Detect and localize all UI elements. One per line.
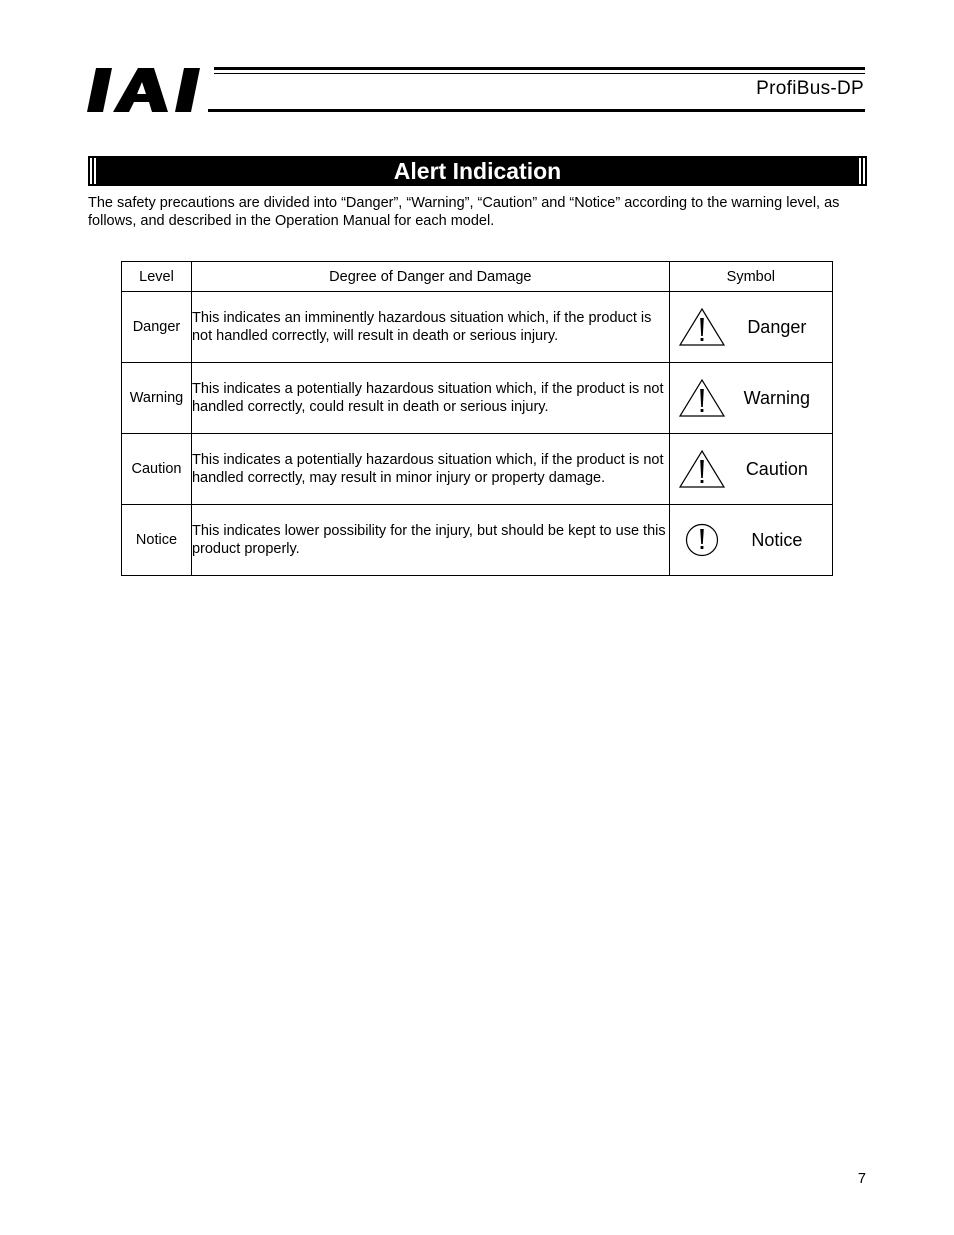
table-row: [122, 505, 833, 576]
table-row: [122, 434, 833, 505]
warning-triangle-icon: [678, 449, 726, 489]
degree-cell: This indicates a potentially hazardous situation which, if the product is not handled correctly, could result in death or serious injury.: [191, 363, 669, 434]
degree-cell: This indicates lower possibility for the injury, but should be kept to use this product properly.: [191, 505, 669, 576]
symbol-cell: [669, 363, 832, 434]
symbol-label: Notice: [751, 529, 803, 550]
header-rule-bottom: [208, 109, 865, 112]
degree-cell: This indicates an imminently hazardous situation which, if the product is not handled correctly, will result in death or serious injury.: [191, 292, 669, 363]
level-cell: Warning: [122, 363, 192, 434]
warning-triangle-icon: [678, 307, 726, 347]
degree-cell: This indicates a potentially hazardous situation which, if the product is not handled correctly, may result in minor injury or property damage.: [191, 434, 669, 505]
intro-paragraph: The safety precautions are divided into “Danger”, “Warning”, “Caution” and “Notice” according to the warning level, as follows, and described in the Operation Manual for each model.: [88, 195, 840, 229]
table-row: [122, 292, 833, 363]
symbol-label: Danger: [747, 316, 807, 337]
table-row: [122, 363, 833, 434]
section-title-bar: [88, 156, 867, 186]
level-cell: Notice: [122, 505, 192, 576]
section-title: Alert Indication: [393, 157, 562, 184]
header-rule-thin: [214, 73, 865, 74]
table-header-row: [122, 262, 833, 292]
header-symbol: Symbol: [669, 262, 832, 292]
product-name: ProfiBus-DP: [756, 78, 864, 99]
warning-triangle-icon: [678, 378, 726, 418]
symbol-cell: [669, 434, 832, 505]
header-level: Level: [122, 262, 192, 292]
header-rule: [214, 67, 865, 70]
symbol-cell: [669, 505, 832, 576]
iai-logo: [86, 66, 208, 114]
alert-levels-table: [121, 261, 833, 576]
symbol-cell: [669, 292, 832, 363]
header-degree: Degree of Danger and Damage: [191, 262, 669, 292]
level-cell: Danger: [122, 292, 192, 363]
symbol-label: Caution: [745, 458, 808, 479]
page-number: 7: [857, 1171, 866, 1187]
level-cell: Caution: [122, 434, 192, 505]
exclamation-circle-icon: [678, 520, 726, 560]
symbol-label: Warning: [743, 387, 811, 408]
